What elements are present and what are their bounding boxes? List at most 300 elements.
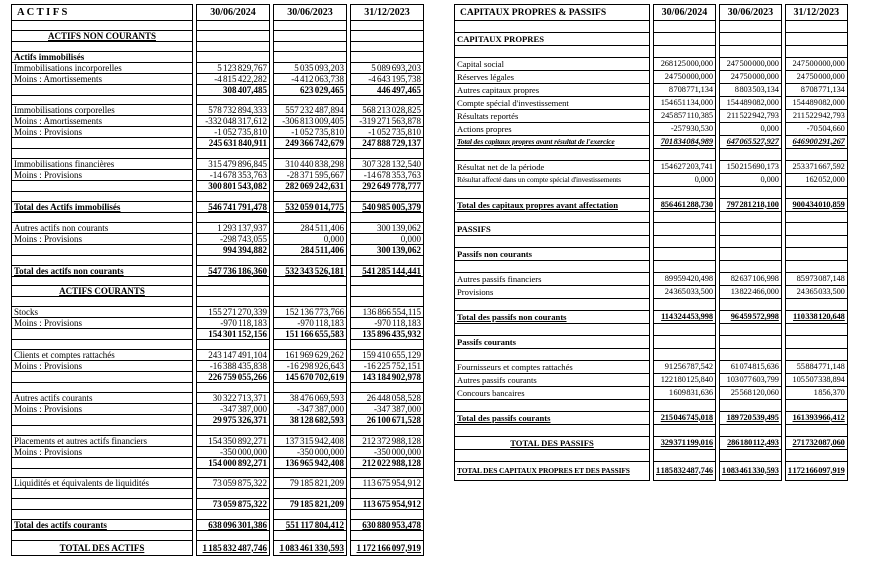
cell-value: 73 059 875,322 bbox=[196, 499, 270, 510]
row-label bbox=[454, 212, 650, 224]
cell-value: 110 338 120,648 bbox=[785, 311, 848, 324]
row-label bbox=[11, 329, 193, 340]
row-label bbox=[11, 213, 193, 223]
row-label: Total des Actifs immobilisés bbox=[11, 202, 193, 213]
cell-value: 1 293 137,937 bbox=[196, 223, 270, 234]
table-row bbox=[11, 96, 424, 106]
table-row bbox=[11, 520, 424, 531]
row-label bbox=[11, 510, 193, 520]
table-row bbox=[11, 149, 424, 159]
assets-table-header bbox=[11, 4, 424, 21]
cell-value: 532 343 526,181 bbox=[273, 266, 347, 277]
cell-value: 38 128 682,593 bbox=[273, 415, 347, 426]
table-row bbox=[11, 42, 424, 52]
cell-value bbox=[719, 21, 782, 33]
cell-value: 89 959 420,498 bbox=[653, 273, 716, 286]
cell-value: 154 350 892,271 bbox=[196, 436, 270, 447]
cell-value: 151 166 655,583 bbox=[273, 329, 347, 340]
cell-value bbox=[719, 425, 782, 437]
row-label: Immobilisations incorporelles bbox=[11, 63, 193, 74]
cell-value: 162 052,000 bbox=[785, 174, 848, 187]
table-row bbox=[11, 499, 424, 510]
table-row bbox=[454, 97, 848, 110]
cell-value bbox=[273, 21, 347, 31]
cell-value: 55 884 771,148 bbox=[785, 361, 848, 374]
cell-value bbox=[196, 52, 270, 63]
table-row bbox=[11, 478, 424, 489]
row-label: ACTIFS COURANTS bbox=[11, 286, 193, 297]
row-label bbox=[454, 261, 650, 273]
cell-value: 29 975 326,371 bbox=[196, 415, 270, 426]
cell-value bbox=[273, 52, 347, 63]
cell-value: 540 985 005,379 bbox=[350, 202, 424, 213]
cell-value bbox=[196, 21, 270, 31]
table-row bbox=[11, 277, 424, 287]
table-row bbox=[11, 223, 424, 234]
header-row bbox=[11, 4, 424, 21]
cell-value bbox=[719, 187, 782, 199]
cell-value bbox=[273, 31, 347, 42]
table-row bbox=[454, 273, 848, 286]
row-label bbox=[454, 425, 650, 437]
table-row bbox=[11, 116, 424, 127]
cell-value bbox=[273, 192, 347, 202]
cell-value bbox=[785, 248, 848, 261]
table-row bbox=[454, 71, 848, 84]
row-label bbox=[454, 349, 650, 361]
cell-value: -350 000,000 bbox=[350, 447, 424, 458]
cell-value bbox=[196, 277, 270, 287]
table-row bbox=[11, 458, 424, 469]
cell-value: 245 631 840,911 bbox=[196, 138, 270, 149]
cell-value: -28 371 595,667 bbox=[273, 170, 347, 181]
table-row bbox=[454, 223, 848, 236]
table-row bbox=[11, 329, 424, 340]
table-row bbox=[11, 202, 424, 213]
row-label bbox=[454, 450, 650, 462]
cell-value: -257 930,530 bbox=[653, 123, 716, 136]
cell-value bbox=[196, 383, 270, 393]
table-row bbox=[11, 213, 424, 223]
table-row bbox=[454, 450, 848, 462]
cell-value: 135 896 435,932 bbox=[350, 329, 424, 340]
table-row bbox=[454, 425, 848, 437]
cell-value bbox=[785, 450, 848, 462]
cell-value: 137 315 942,408 bbox=[273, 436, 347, 447]
row-label: Liquidités et équivalents de liquidités bbox=[11, 478, 193, 489]
table-row bbox=[454, 349, 848, 361]
cell-value: 113 675 954,912 bbox=[350, 499, 424, 510]
cell-value: 647 065 527,927 bbox=[719, 136, 782, 149]
cell-value: 268 125 000,000 bbox=[653, 58, 716, 71]
cell-value: -347 387,000 bbox=[196, 404, 270, 415]
row-label bbox=[11, 499, 193, 510]
cell-value: 0,000 bbox=[719, 174, 782, 187]
cell-value bbox=[350, 31, 424, 42]
cell-value: 249 366 742,679 bbox=[273, 138, 347, 149]
cell-value bbox=[653, 248, 716, 261]
cell-value: 0,000 bbox=[273, 234, 347, 245]
row-label: Autres actifs non courants bbox=[11, 223, 193, 234]
row-label: CAPITAUX PROPRES bbox=[454, 33, 650, 46]
cell-value bbox=[653, 336, 716, 349]
table-row bbox=[11, 361, 424, 372]
table-row bbox=[454, 299, 848, 311]
column-header-1: 30/06/2024 bbox=[653, 4, 716, 21]
cell-value: 701 834 084,989 bbox=[653, 136, 716, 149]
cell-value: 8 708 771,134 bbox=[785, 84, 848, 97]
cell-value bbox=[350, 426, 424, 436]
row-label bbox=[454, 299, 650, 311]
cell-value: 24 750 000,000 bbox=[785, 71, 848, 84]
cell-value: 24 365 033,500 bbox=[785, 286, 848, 299]
row-label bbox=[11, 297, 193, 307]
row-label bbox=[454, 324, 650, 336]
table-row bbox=[11, 127, 424, 138]
cell-value: 82 637 106,998 bbox=[719, 273, 782, 286]
table-row bbox=[11, 234, 424, 245]
table-row bbox=[454, 161, 848, 174]
cell-value bbox=[273, 469, 347, 479]
row-label bbox=[11, 415, 193, 426]
cell-value bbox=[785, 212, 848, 224]
row-label bbox=[11, 383, 193, 393]
equity-table-header bbox=[454, 4, 848, 21]
cell-value: 856 461 288,730 bbox=[653, 199, 716, 212]
cell-value: 30 322 713,371 bbox=[196, 393, 270, 404]
table-row bbox=[11, 181, 424, 192]
cell-value: -350 000,000 bbox=[273, 447, 347, 458]
cell-value: -16 388 435,838 bbox=[196, 361, 270, 372]
cell-value bbox=[350, 52, 424, 63]
cell-value: 38 476 069,593 bbox=[273, 393, 347, 404]
cell-value bbox=[350, 149, 424, 159]
row-label bbox=[454, 21, 650, 33]
cell-value: -970 118,183 bbox=[273, 318, 347, 329]
table-row bbox=[454, 33, 848, 46]
cell-value: 1 185 832 487,746 bbox=[196, 541, 270, 556]
row-label bbox=[454, 149, 650, 161]
cell-value: 159 410 655,129 bbox=[350, 350, 424, 361]
table-row bbox=[11, 340, 424, 350]
cell-value: -306 813 009,405 bbox=[273, 116, 347, 127]
cell-value: 308 407,485 bbox=[196, 85, 270, 96]
row-label bbox=[454, 187, 650, 199]
cell-value: 113 675 954,912 bbox=[350, 478, 424, 489]
cell-value: -4 815 422,282 bbox=[196, 74, 270, 85]
cell-value: 26 448 058,528 bbox=[350, 393, 424, 404]
cell-value bbox=[719, 46, 782, 58]
assets-table-body bbox=[11, 21, 424, 556]
row-label bbox=[11, 138, 193, 149]
cell-value: -319 271 563,878 bbox=[350, 116, 424, 127]
table-row bbox=[454, 187, 848, 199]
cell-value bbox=[273, 286, 347, 297]
cell-value: 300 139,062 bbox=[350, 223, 424, 234]
cell-value: 161 393 966,412 bbox=[785, 412, 848, 425]
cell-value: 797 281 218,100 bbox=[719, 199, 782, 212]
table-row bbox=[11, 404, 424, 415]
cell-value: -347 387,000 bbox=[350, 404, 424, 415]
row-label: Stocks bbox=[11, 307, 193, 318]
cell-value: 623 029,465 bbox=[273, 85, 347, 96]
table-row bbox=[11, 307, 424, 318]
cell-value: 8 803 503,134 bbox=[719, 84, 782, 97]
cell-value bbox=[785, 261, 848, 273]
table-row bbox=[454, 462, 848, 481]
cell-value: 300 139,062 bbox=[350, 245, 424, 256]
row-label: TOTAL DES PASSIFS bbox=[454, 437, 650, 450]
row-label bbox=[11, 531, 193, 541]
cell-value bbox=[653, 324, 716, 336]
table-row bbox=[11, 415, 424, 426]
cell-value: 1 856,370 bbox=[785, 387, 848, 400]
table-row bbox=[11, 256, 424, 266]
cell-value: 0,000 bbox=[350, 234, 424, 245]
cell-value: 1 083 461 330,593 bbox=[719, 462, 782, 481]
row-label: Placements et autres actifs financiers bbox=[11, 436, 193, 447]
row-label: PASSIFS bbox=[454, 223, 650, 236]
table-row bbox=[11, 31, 424, 42]
row-label: Total des passifs courants bbox=[454, 412, 650, 425]
cell-value: -4 643 195,738 bbox=[350, 74, 424, 85]
cell-value bbox=[719, 261, 782, 273]
row-label: Moins : Provisions bbox=[11, 127, 193, 138]
table-row bbox=[454, 123, 848, 136]
cell-value: -70 504,660 bbox=[785, 123, 848, 136]
cell-value: -1 052 735,810 bbox=[196, 127, 270, 138]
cell-value: 1 609 831,636 bbox=[653, 387, 716, 400]
cell-value bbox=[719, 149, 782, 161]
row-label: Moins : Provisions bbox=[11, 361, 193, 372]
table-row bbox=[11, 383, 424, 393]
table-row bbox=[11, 192, 424, 202]
table-row bbox=[11, 436, 424, 447]
cell-value: -298 743,055 bbox=[196, 234, 270, 245]
table-row bbox=[11, 138, 424, 149]
row-label bbox=[11, 85, 193, 96]
table-row bbox=[454, 21, 848, 33]
row-label: Clients et comptes rattachés bbox=[11, 350, 193, 361]
cell-value: 557 232 487,894 bbox=[273, 105, 347, 116]
cell-value: -16 298 926,643 bbox=[273, 361, 347, 372]
cell-value: 79 185 821,209 bbox=[273, 478, 347, 489]
cell-value: 154 301 152,156 bbox=[196, 329, 270, 340]
cell-value: -4 412 063,738 bbox=[273, 74, 347, 85]
cell-value: 546 741 791,478 bbox=[196, 202, 270, 213]
table-row bbox=[11, 297, 424, 307]
cell-value: 91 256 787,542 bbox=[653, 361, 716, 374]
cell-value: 307 328 132,540 bbox=[350, 159, 424, 170]
table-row bbox=[454, 412, 848, 425]
table-row bbox=[11, 318, 424, 329]
column-header-2: 30/06/2023 bbox=[719, 4, 782, 21]
row-label: Moins : Provisions bbox=[11, 170, 193, 181]
cell-value bbox=[719, 324, 782, 336]
table-row bbox=[11, 170, 424, 181]
cell-value: 215 046 745,018 bbox=[653, 412, 716, 425]
header-row bbox=[454, 4, 848, 21]
cell-value: -1 052 735,810 bbox=[350, 127, 424, 138]
cell-value bbox=[653, 261, 716, 273]
cell-value bbox=[350, 469, 424, 479]
row-label: Résultats reportés bbox=[454, 110, 650, 123]
row-label bbox=[11, 181, 193, 192]
table-row bbox=[454, 199, 848, 212]
cell-value bbox=[719, 349, 782, 361]
cell-value: 315 479 896,845 bbox=[196, 159, 270, 170]
cell-value bbox=[196, 297, 270, 307]
table-row bbox=[11, 63, 424, 74]
cell-value bbox=[719, 223, 782, 236]
table-row bbox=[454, 400, 848, 412]
table-row bbox=[11, 245, 424, 256]
cell-value: 994 394,882 bbox=[196, 245, 270, 256]
table-row bbox=[11, 510, 424, 520]
cell-value bbox=[196, 489, 270, 499]
row-label bbox=[454, 400, 650, 412]
cell-value bbox=[273, 340, 347, 350]
cell-value: 446 497,465 bbox=[350, 85, 424, 96]
cell-value bbox=[196, 340, 270, 350]
cell-value bbox=[785, 425, 848, 437]
cell-value: 1 172 166 097,919 bbox=[350, 541, 424, 556]
cell-value: 212 372 988,128 bbox=[350, 436, 424, 447]
table-row bbox=[454, 236, 848, 248]
row-label bbox=[454, 46, 650, 58]
cell-value: 189 720 539,495 bbox=[719, 412, 782, 425]
row-label: Réserves légales bbox=[454, 71, 650, 84]
equity-title: CAPITAUX PROPRES & PASSIFS bbox=[454, 4, 650, 21]
cell-value bbox=[196, 426, 270, 436]
cell-value bbox=[785, 336, 848, 349]
table-row bbox=[11, 21, 424, 31]
cell-value: 310 440 838,298 bbox=[273, 159, 347, 170]
table-row bbox=[454, 84, 848, 97]
cell-value: 8 708 771,134 bbox=[653, 84, 716, 97]
row-label: Autres passifs financiers bbox=[454, 273, 650, 286]
cell-value bbox=[719, 450, 782, 462]
cell-value: 161 969 629,262 bbox=[273, 350, 347, 361]
cell-value: 286 180 112,493 bbox=[719, 437, 782, 450]
row-label bbox=[11, 340, 193, 350]
cell-value bbox=[785, 299, 848, 311]
cell-value bbox=[196, 286, 270, 297]
cell-value bbox=[350, 213, 424, 223]
table-row bbox=[11, 447, 424, 458]
cell-value: 150 215 690,173 bbox=[719, 161, 782, 174]
cell-value: 211 522 942,793 bbox=[785, 110, 848, 123]
cell-value bbox=[196, 531, 270, 541]
row-label: Total des capitaux propres avant affectation bbox=[454, 199, 650, 212]
cell-value bbox=[273, 510, 347, 520]
cell-value bbox=[273, 96, 347, 106]
table-row bbox=[11, 105, 424, 116]
assets-table bbox=[8, 4, 427, 556]
cell-value: 243 147 491,104 bbox=[196, 350, 270, 361]
table-row bbox=[454, 286, 848, 299]
table-row bbox=[11, 489, 424, 499]
table-row bbox=[454, 311, 848, 324]
table-row bbox=[454, 437, 848, 450]
table-row bbox=[11, 531, 424, 541]
cell-value bbox=[653, 33, 716, 46]
cell-value bbox=[653, 21, 716, 33]
cell-value bbox=[719, 299, 782, 311]
cell-value bbox=[785, 21, 848, 33]
row-label: Moins : Amortissements bbox=[11, 116, 193, 127]
cell-value bbox=[196, 42, 270, 52]
row-label bbox=[11, 372, 193, 383]
cell-value: 155 271 270,339 bbox=[196, 307, 270, 318]
cell-value bbox=[196, 96, 270, 106]
cell-value: 154 651 134,000 bbox=[653, 97, 716, 110]
cell-value: 103 077 603,799 bbox=[719, 374, 782, 387]
cell-value bbox=[653, 299, 716, 311]
cell-value: -970 118,183 bbox=[196, 318, 270, 329]
cell-value bbox=[350, 96, 424, 106]
row-label: Total des actifs courants bbox=[11, 520, 193, 531]
row-label bbox=[11, 426, 193, 436]
column-header-3: 31/12/2023 bbox=[785, 4, 848, 21]
cell-value: -970 118,183 bbox=[350, 318, 424, 329]
cell-value: 247 500 000,000 bbox=[785, 58, 848, 71]
cell-value bbox=[273, 426, 347, 436]
cell-value: 329 371 199,016 bbox=[653, 437, 716, 450]
row-label: Moins : Provisions bbox=[11, 447, 193, 458]
cell-value bbox=[719, 336, 782, 349]
table-row bbox=[454, 324, 848, 336]
cell-value: 282 069 242,631 bbox=[273, 181, 347, 192]
cell-value: 79 185 821,209 bbox=[273, 499, 347, 510]
cell-value: 13 822 466,000 bbox=[719, 286, 782, 299]
row-label: Actifs immobilisés bbox=[11, 52, 193, 63]
cell-value: 24 365 033,500 bbox=[653, 286, 716, 299]
cell-value: 1 172 166 097,919 bbox=[785, 462, 848, 481]
cell-value bbox=[350, 489, 424, 499]
cell-value: 211 522 942,793 bbox=[719, 110, 782, 123]
cell-value bbox=[273, 42, 347, 52]
cell-value bbox=[785, 187, 848, 199]
cell-value bbox=[196, 256, 270, 266]
row-label: Moins : Provisions bbox=[11, 234, 193, 245]
table-row bbox=[454, 136, 848, 149]
cell-value: 136 866 554,115 bbox=[350, 307, 424, 318]
cell-value bbox=[785, 33, 848, 46]
row-label: Moins : Provisions bbox=[11, 404, 193, 415]
cell-value: 154 489 082,000 bbox=[785, 97, 848, 110]
cell-value: 284 511,406 bbox=[273, 245, 347, 256]
row-label: Autres actifs courants bbox=[11, 393, 193, 404]
cell-value: -347 387,000 bbox=[273, 404, 347, 415]
cell-value: 630 880 953,478 bbox=[350, 520, 424, 531]
cell-value bbox=[653, 425, 716, 437]
cell-value: 900 434 010,859 bbox=[785, 199, 848, 212]
cell-value bbox=[785, 349, 848, 361]
table-row bbox=[454, 174, 848, 187]
row-label: Autres capitaux propres bbox=[454, 84, 650, 97]
cell-value bbox=[196, 31, 270, 42]
table-row bbox=[454, 261, 848, 273]
row-label: Immobilisations financières bbox=[11, 159, 193, 170]
cell-value: 154 627 203,741 bbox=[653, 161, 716, 174]
cell-value bbox=[350, 21, 424, 31]
table-row bbox=[11, 372, 424, 383]
row-label bbox=[11, 277, 193, 287]
cell-value: 61 074 815,636 bbox=[719, 361, 782, 374]
cell-value bbox=[653, 149, 716, 161]
cell-value bbox=[350, 277, 424, 287]
